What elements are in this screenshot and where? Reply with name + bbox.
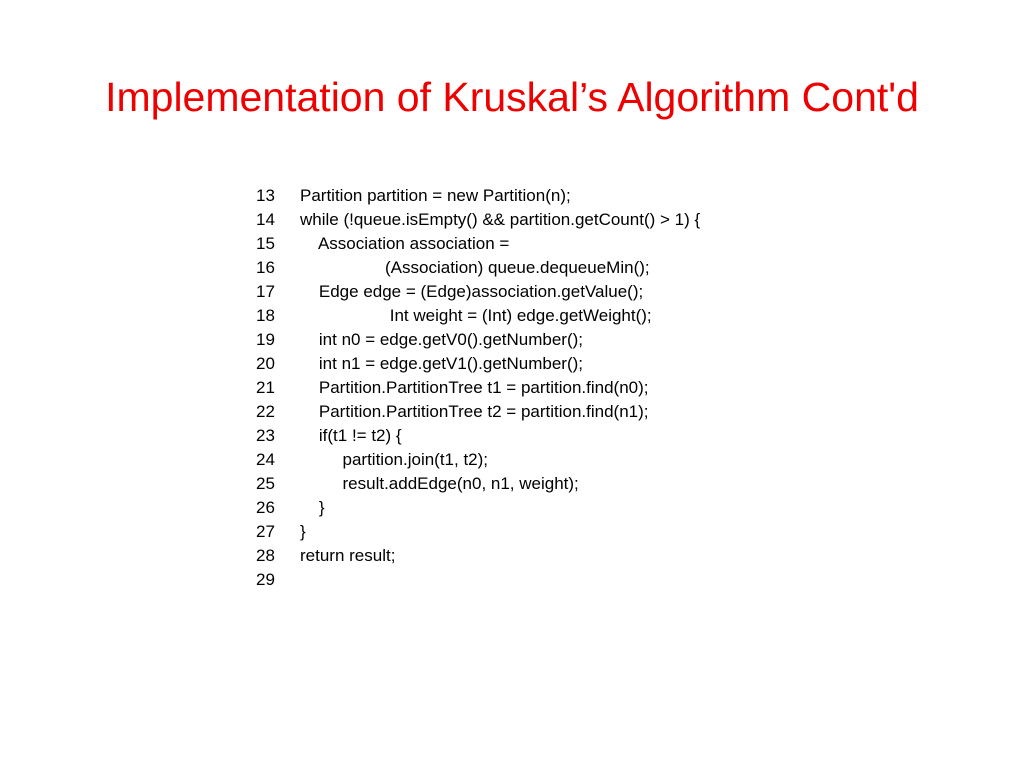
line-code: Association association = bbox=[300, 234, 510, 253]
line-code: Partition partition = new Partition(n); bbox=[300, 186, 571, 205]
line-code: Edge edge = (Edge)association.getValue(); bbox=[300, 282, 644, 301]
line-number: 20 bbox=[256, 354, 275, 373]
line-number: 22 bbox=[256, 402, 275, 421]
line-code: Partition.PartitionTree t1 = partition.find(n0); bbox=[300, 378, 649, 397]
line-number: 13 bbox=[256, 186, 275, 205]
line-number: 15 bbox=[256, 234, 275, 253]
line-number: 25 bbox=[256, 474, 275, 493]
line-code: int n0 = edge.getV0().getNumber(); bbox=[300, 330, 584, 349]
line-number: 18 bbox=[256, 306, 275, 325]
line-code: partition.join(t1, t2); bbox=[300, 450, 489, 469]
line-code: if(t1 != t2) { bbox=[300, 426, 402, 445]
line-number: 27 bbox=[256, 522, 275, 541]
line-number: 16 bbox=[256, 258, 275, 277]
line-number: 14 bbox=[256, 210, 275, 229]
line-code: } bbox=[300, 498, 325, 517]
line-number: 17 bbox=[256, 282, 275, 301]
line-code: result.addEdge(n0, n1, weight); bbox=[300, 474, 579, 493]
line-number: 24 bbox=[256, 450, 275, 469]
line-code: Partition.PartitionTree t2 = partition.find(n1); bbox=[300, 402, 649, 421]
line-code: int n1 = edge.getV1().getNumber(); bbox=[300, 354, 584, 373]
line-number: 21 bbox=[256, 378, 275, 397]
slide-title: Implementation of Kruskal’s Algorithm Cont'd bbox=[105, 74, 919, 120]
line-code: } bbox=[300, 522, 306, 541]
line-code: return result; bbox=[300, 546, 396, 565]
line-code: Int weight = (Int) edge.getWeight(); bbox=[300, 306, 652, 325]
line-number: 23 bbox=[256, 426, 275, 445]
line-number: 29 bbox=[256, 570, 275, 589]
line-number: 26 bbox=[256, 498, 275, 517]
line-number: 19 bbox=[256, 330, 275, 349]
line-code: (Association) queue.dequeueMin(); bbox=[300, 258, 650, 277]
line-number: 28 bbox=[256, 546, 275, 565]
line-code: while (!queue.isEmpty() && partition.getCount() > 1) { bbox=[300, 210, 701, 229]
